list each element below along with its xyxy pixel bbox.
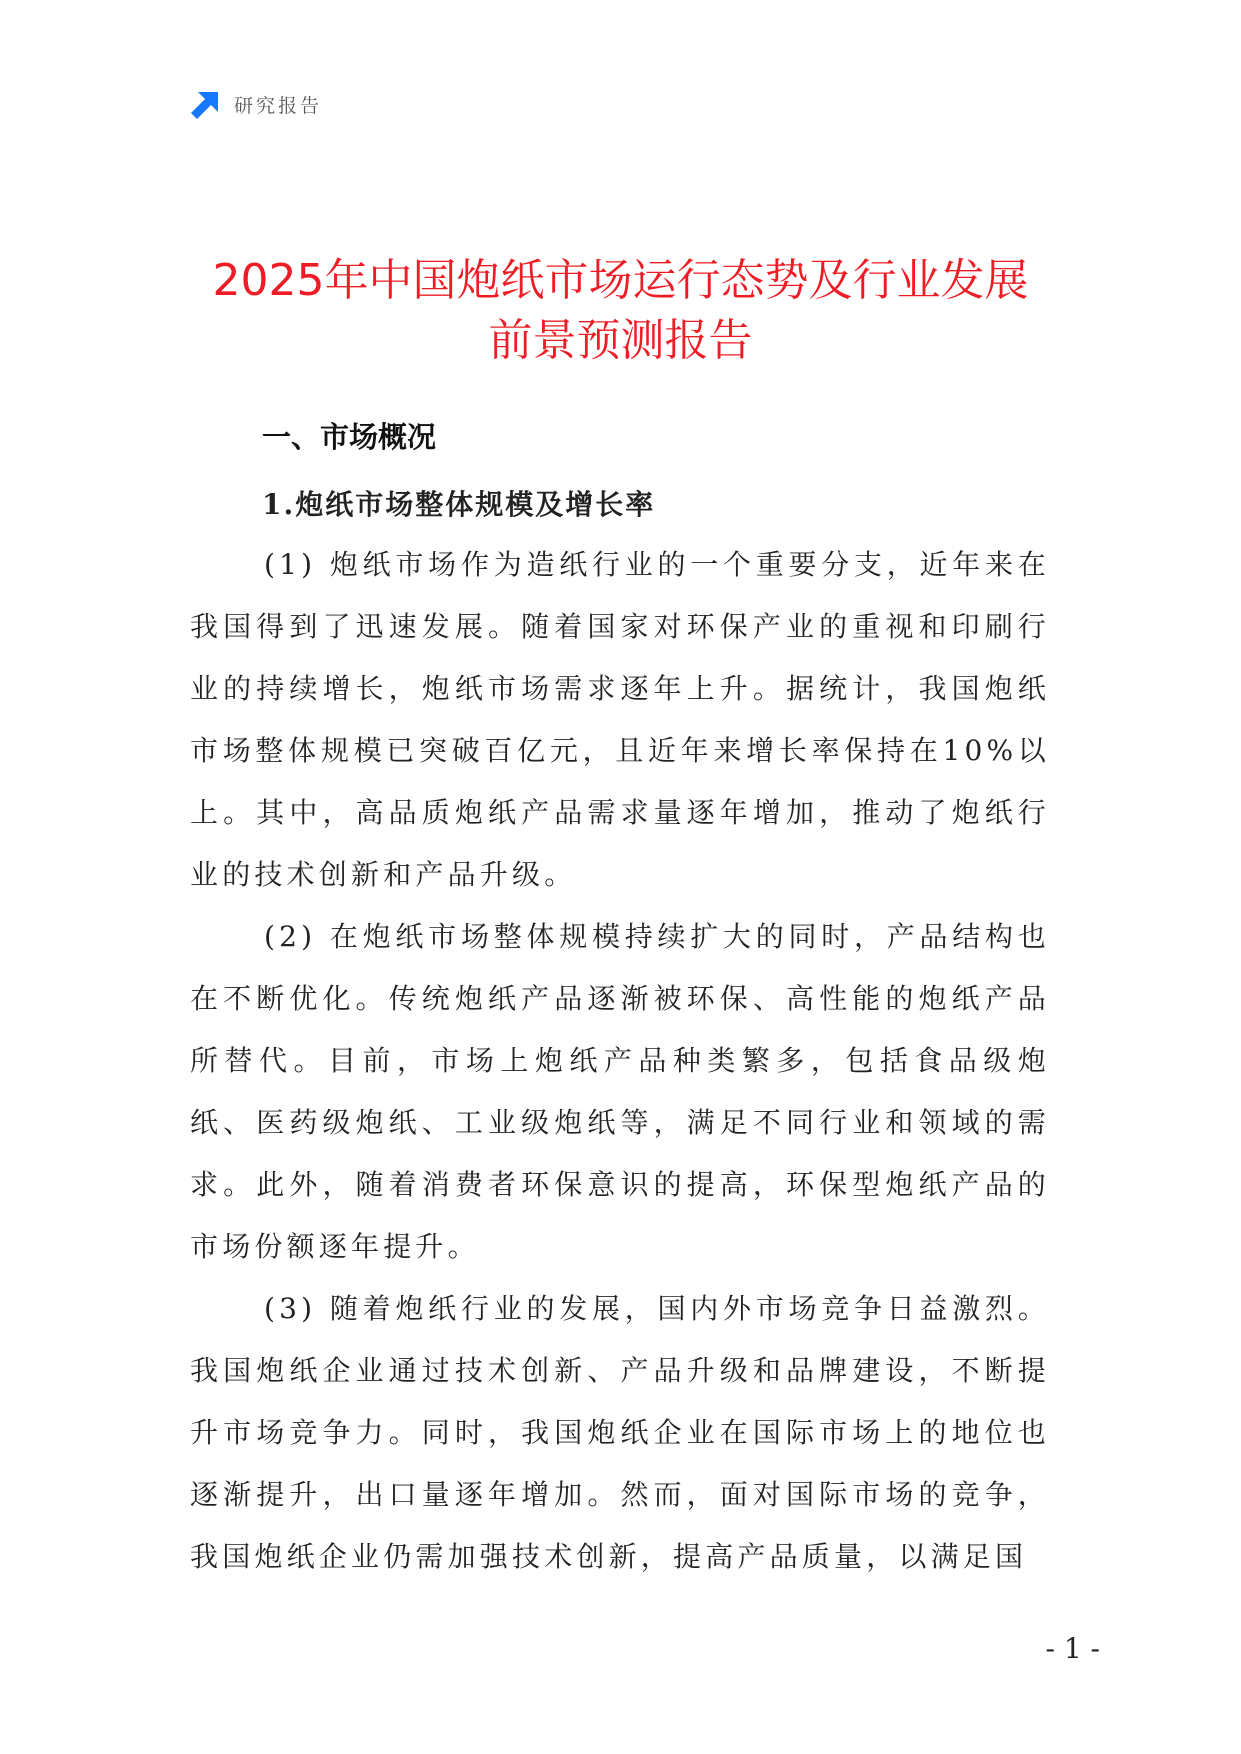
document-body xyxy=(190,412,1050,1588)
subsection-heading: 1.炮纸市场整体规模及增长率 xyxy=(262,488,656,521)
page-number: - 1 - xyxy=(1045,1632,1100,1665)
report-title xyxy=(150,251,1091,371)
paragraph-2: (2) 在炮纸市场整体规模持续扩大的同时，产品结构也在不断优化。传统炮纸产品逐渐被环保、高性能的炮纸产品所替代。目前，市场上炮纸产品种类繁多，包括食品级炮纸、医药级炮纸、工业级炮纸等，满足不同行业和领域的需求。此外，随着消费者环保意识的提高，环保型炮纸产品的市场份额逐年提升。 xyxy=(190,920,1050,1263)
report-title-line-2: 前景预测报告 xyxy=(488,315,753,367)
section-heading: 一、市场概况 xyxy=(262,420,437,454)
report-title-line-1: 2025年中国炮纸市场运行态势及行业发展 xyxy=(212,255,1029,307)
paragraph-1: (1) 炮纸市场作为造纸行业的一个重要分支，近年来在我国得到了迅速发展。随着国家对环保产业的重视和印刷行业的持续增长，炮纸市场需求逐年上升。据统计，我国炮纸市场整体规模已突破百亿元，且近年来增长率保持在10%以上。其中，高品质炮纸产品需求量逐年增加，推动了炮纸行业的技术创新和产品升级。 xyxy=(190,548,1050,891)
document-header xyxy=(190,88,322,120)
header-label: 研究报告 xyxy=(234,94,323,117)
paragraph-3: (3) 随着炮纸行业的发展，国内外市场竞争日益激烈。我国炮纸企业通过技术创新、产品升级和品牌建设，不断提升市场竞争力。同时，我国炮纸企业在国际市场上的地位也逐渐提升，出口量逐年增加。然而，面对国际市场的竞争，我国炮纸企业仍需加强技术创新，提高产品质量，以满足国 xyxy=(190,1292,1050,1573)
arrow-up-right-icon xyxy=(190,88,222,120)
